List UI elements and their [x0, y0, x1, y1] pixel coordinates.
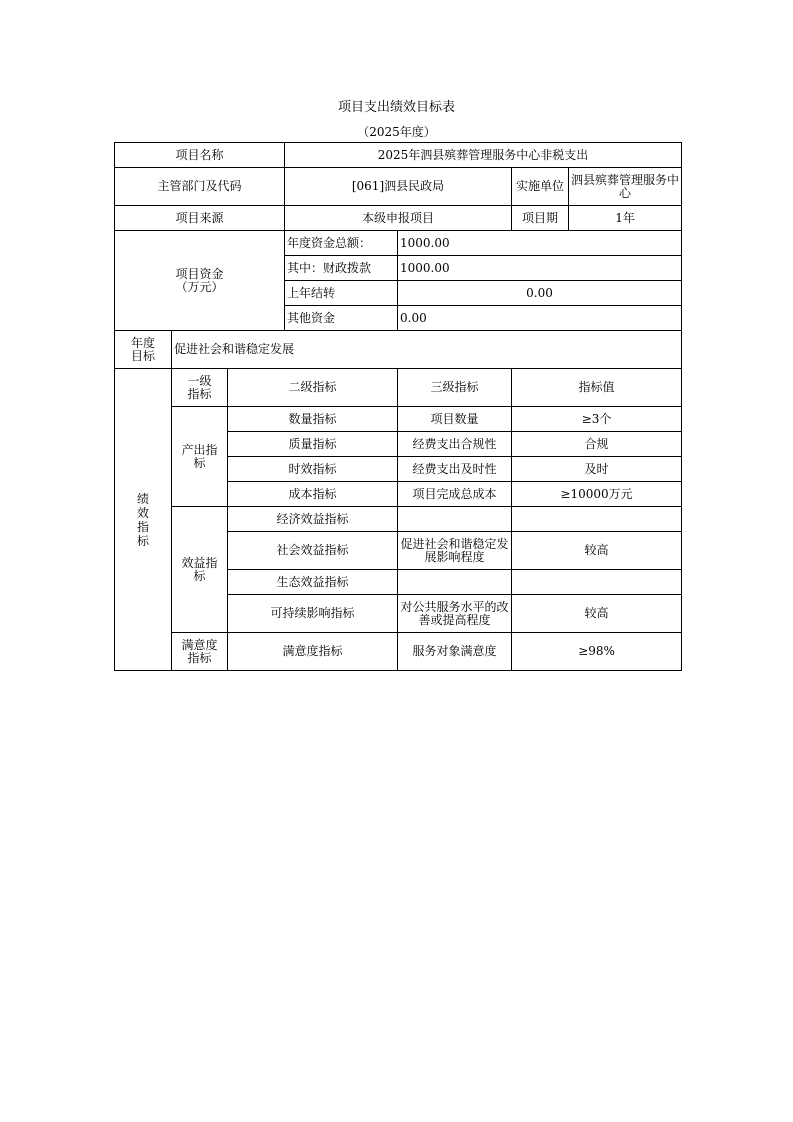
level3-cell: 服务对象满意度 [398, 633, 512, 671]
funds-row-label: 其他资金 [285, 306, 398, 331]
header-value: 指标值 [512, 369, 682, 407]
level2-cell: 质量指标 [228, 432, 398, 457]
annual-goal-value: 促进社会和谐稳定发展 [172, 331, 682, 369]
benefit-label-text: 效益指标 [181, 555, 218, 583]
level2-cell: 数量指标 [228, 407, 398, 432]
header-level2: 二级指标 [228, 369, 398, 407]
level2-cell: 时效指标 [228, 457, 398, 482]
project-name-value: 2025年泗县殡葬管理服务中心非税支出 [285, 143, 682, 168]
value-cell: 较高 [512, 595, 682, 633]
funds-row-label: 其中：财政拨款 [285, 256, 398, 281]
impl-unit-label: 实施单位 [512, 168, 569, 206]
value-cell: 合规 [512, 432, 682, 457]
funds-label [115, 231, 285, 331]
table-row [115, 206, 682, 231]
value-cell: ≥3个 [512, 407, 682, 432]
benefit-label [172, 507, 228, 633]
header-level1-text: 一级指标 [187, 373, 212, 401]
funds-row-value: 0.00 [398, 306, 682, 331]
period-label: 项目期 [512, 206, 569, 231]
table-row [115, 633, 682, 671]
page-subtitle: （2025年度） [357, 125, 436, 139]
annual-goal-label [115, 331, 172, 369]
value-cell: ≥98% [512, 633, 682, 671]
value-cell: 及时 [512, 457, 682, 482]
performance-table [114, 142, 682, 671]
level2-cell: 社会效益指标 [228, 532, 398, 570]
level3-cell [398, 507, 512, 532]
source-label: 项目来源 [115, 206, 285, 231]
level2-cell: 满意度指标 [228, 633, 398, 671]
value-cell: ≥10000万元 [512, 482, 682, 507]
table-row [115, 143, 682, 168]
level3-cell: 经费支出合规性 [398, 432, 512, 457]
level2-cell: 成本指标 [228, 482, 398, 507]
level2-cell: 经济效益指标 [228, 507, 398, 532]
value-cell [512, 570, 682, 595]
table-row [115, 507, 682, 532]
funds-row-value: 1000.00 [398, 256, 682, 281]
impl-unit-value: 泗县殡葬管理服务中心 [569, 168, 682, 206]
level3-cell: 对公共服务水平的改善或提高程度 [398, 595, 512, 633]
level3-cell: 项目完成总成本 [398, 482, 512, 507]
level3-cell: 促进社会和谐稳定发展影响程度 [398, 532, 512, 570]
header-level3: 三级指标 [398, 369, 512, 407]
level3-cell: 项目数量 [398, 407, 512, 432]
funds-row-label: 上年结转 [285, 281, 398, 306]
performance-label-text: 绩效指标 [136, 491, 149, 548]
funds-label-text: 项目资金（万元） [175, 266, 224, 294]
value-cell: 较高 [512, 532, 682, 570]
department-label: 主管部门及代码 [115, 168, 285, 206]
table-row [115, 231, 682, 256]
table-row [115, 331, 682, 369]
table-row [115, 168, 682, 206]
department-value: [061]泗县民政局 [285, 168, 512, 206]
output-label [172, 407, 228, 507]
performance-label [115, 369, 172, 671]
period-value: 1年 [569, 206, 682, 231]
funds-row-value: 0.00 [398, 281, 682, 306]
table-row [115, 407, 682, 432]
funds-row-label: 年度资金总额： [285, 231, 398, 256]
level2-cell: 可持续影响指标 [228, 595, 398, 633]
value-cell [512, 507, 682, 532]
level2-cell: 生态效益指标 [228, 570, 398, 595]
page-title: 项目支出绩效目标表 [337, 100, 455, 115]
annual-goal-label-text: 年度目标 [130, 335, 155, 363]
project-name-label: 项目名称 [115, 143, 285, 168]
source-value: 本级申报项目 [285, 206, 512, 231]
funds-row-value: 1000.00 [398, 231, 682, 256]
header-level1 [172, 369, 228, 407]
satisfaction-label-text: 满意度指标 [181, 637, 218, 665]
level3-cell: 经费支出及时性 [398, 457, 512, 482]
output-label-text: 产出指标 [181, 442, 218, 470]
level3-cell [398, 570, 512, 595]
satisfaction-label [172, 633, 228, 671]
table-row [115, 369, 682, 407]
